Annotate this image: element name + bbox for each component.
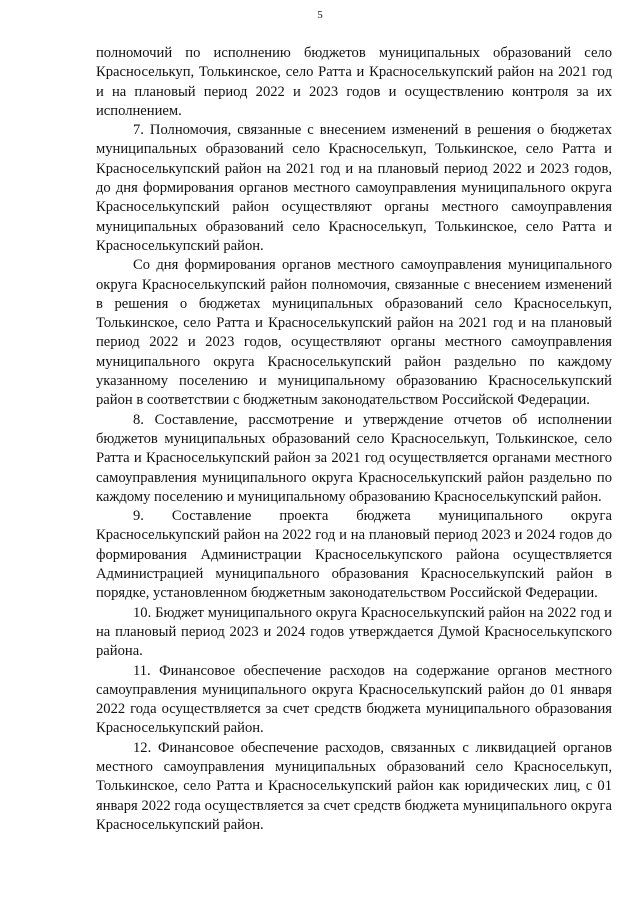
paragraph-item-12: 12. Финансовое обеспечение расходов, связанных с ликвидацией органов местного самоуправления муниципальных образований село Красноселькуп, Толькинское, село Ратта и Красноселькупский район как юридических лиц, с 01 января 2022 года осуществляется за счет средств бюджета муниципального округа Красноселькупский район. [96,739,612,833]
paragraph-item-9: 9. Составление проекта бюджета муниципального округа Красноселькупский район на 2022 год и на плановый период 2023 и 2024 годов до формирования Администрации Красноселькупского района осуществляется Администрацией муниципального образования Красноселькупский район в порядке, установленном бюджетным законодательством Российской Федерации. [96,508,612,602]
paragraph-continuation: полномочий по исполнению бюджетов муниципальных образований село Красноселькуп, Толькинское, село Ратта и Красноселькупский район на 2021 год и на плановый период 2022 и 2023 годов и осуществлению контроля за их исполнением. [96,45,612,119]
paragraph-item-10: 10. Бюджет муниципального округа Красноселькупский район на 2022 год и на плановый период 2023 и 2024 годов утверждается Думой Красноселькупского района. [96,604,612,660]
document-body [96,44,612,835]
paragraph-item-8: 8. Составление, рассмотрение и утверждение отчетов об исполнении бюджетов муниципальных образований село Красноселькуп, Толькинское, село Ратта и Красноселькупский район за 2021 год осуществляется органами местного самоуправления муниципального округа Красноселькупский район раздельно по каждому поселению и муниципальному образованию Красноселькупский район. [96,411,612,505]
page-number: 5 [317,9,323,21]
paragraph-item-7: 7. Полномочия, связанные с внесением изменений в решения о бюджетах муниципальных образований село Красноселькуп, Толькинское, село Ратта и Красноселькупский район на 2021 год и на плановый период 2022 и 2023 годов, до дня формирования органов местного самоуправления муниципального округа Красноселькупский район осуществляют органы местного самоуправления муниципальных образований село Красноселькуп, Толькинское, село Ратта и Красноселькупский район. [96,122,612,254]
paragraph-item-7-continued: Со дня формирования органов местного самоуправления муниципального округа Красноселькупский район полномочия, связанные с внесением изменений в решения о бюджетах муниципальных образований село Красноселькуп, Толькинское, село Ратта и Красноселькупский район на 2021 год и на плановый период 2022 и 2023 годов, осуществляют органы местного самоуправления муниципального округа Красноселькупский район раздельно по каждому указанному поселению и муниципальному образованию Красноселькупский район в соответствии с бюджетным законодательством Российской Федерации. [96,257,612,409]
paragraph-item-11: 11. Финансовое обеспечение расходов на содержание органов местного самоуправления муниципального округа Красноселькупский район до 01 января 2022 года осуществляется за счет средств бюджета муниципального образования Красноселькупский район. [96,662,612,737]
